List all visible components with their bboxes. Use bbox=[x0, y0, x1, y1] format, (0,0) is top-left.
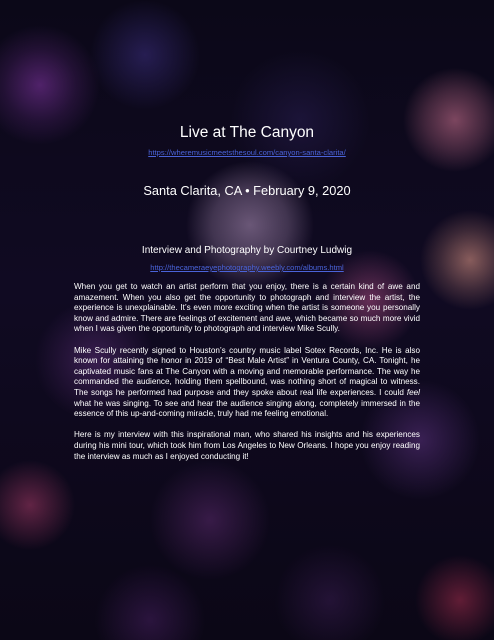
paragraph-intro: When you get to watch an artist perform that you enjoy, there is a certain kind of awe and amazement. When you also get the opportunity to photograph and interview the artist, the experience is unexplainable. It’s even more exciting when the artist is someone you personally know and admire. There are feelings of excitement and awe, which became so much more vivid when I was given the opportunity to photograph and interview Mike Scully. bbox=[74, 282, 420, 334]
paragraph-artist-part-2: what he was singing. To see and hear the audience singing along, completely immersed in the essence of this up-and-coming miracle, truly had me feeling emotional. bbox=[74, 398, 420, 419]
photography-link[interactable]: http://thecameraeyephotography.weebly.com/albums.html bbox=[150, 263, 344, 272]
article-body bbox=[74, 282, 420, 462]
header-block bbox=[74, 124, 420, 199]
article-title: Live at The Canyon bbox=[179, 124, 315, 141]
paragraph-interview: Here is my interview with this inspirational man, who shared his insights and his experiences during his mini tour, which took him from Los Angeles to New Orleans. I hope you enjoy reading the interview as much as I enjoyed conducting it! bbox=[74, 430, 420, 461]
location-date: Santa Clarita, CA • February 9, 2020 bbox=[143, 183, 351, 198]
emphasis-feel: feel bbox=[406, 387, 420, 397]
paragraph-artist bbox=[74, 346, 420, 420]
title-source-link[interactable]: https://wheremusicmeetsthesoul.com/canyon-santa-clarita/ bbox=[148, 148, 346, 157]
credit-block bbox=[74, 245, 420, 275]
article-content bbox=[74, 124, 420, 473]
paragraph-artist-part-1: Mike Scully recently signed to Houston’s country music label Sotex Records, Inc. He is also known for attaining the honor in 2019 of “Best Male Artist” in Ventura County, CA. Tonight, he captivated music fans at The Canyon with a moving and memorable performance. The way he commanded the audience, holding them spellbound, was nothing short of magical to witness. The songs he performed had purpose and they spoke about real life experiences. I could bbox=[74, 345, 420, 397]
credit-text: Interview and Photography by Courtney Ludwig bbox=[141, 245, 353, 256]
